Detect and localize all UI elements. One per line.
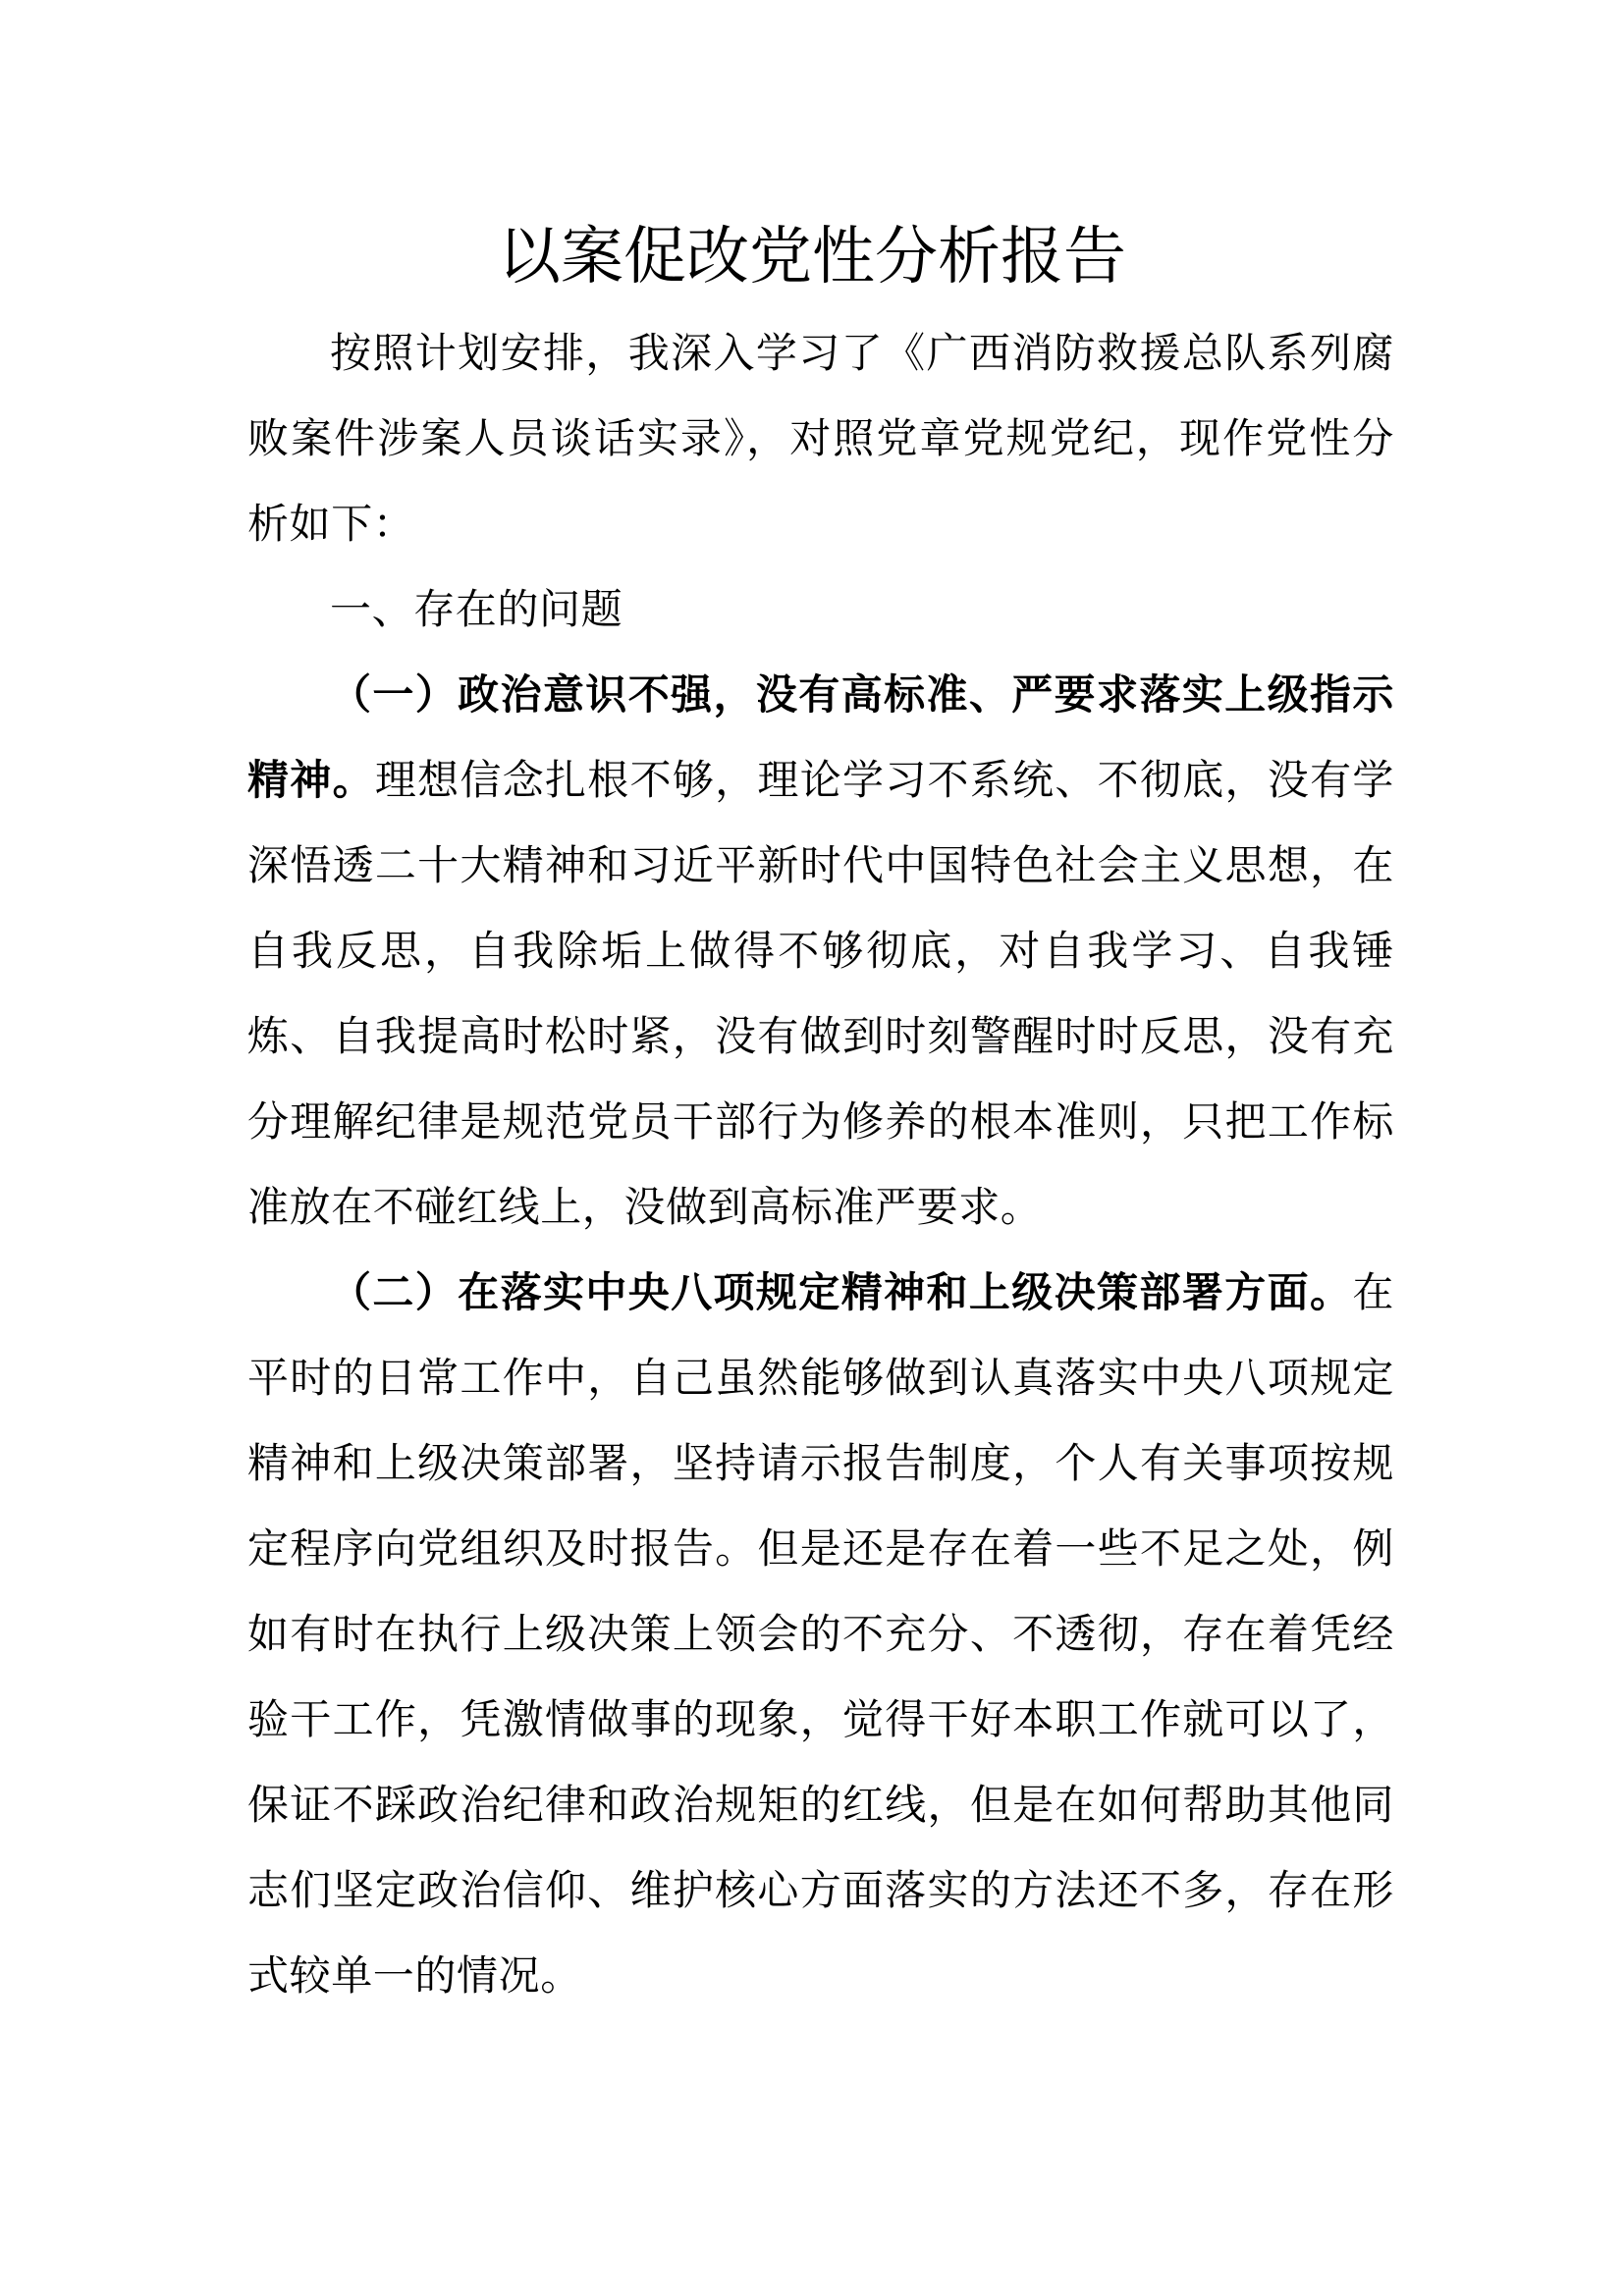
problem-paragraph-1	[247, 652, 1394, 1250]
document-title: 以案促改党性分析报告	[498, 221, 1126, 294]
subheading-bold: （一）政治意识不强，没有高标准、严要求落实上级指示精神。	[247, 670, 1394, 804]
section-heading-text: 一、存在的问题	[330, 585, 623, 633]
paragraph-text: 按照计划安排，我深入学习了《广西消防救援总队系列腐败案件涉案人员谈话实录》，对照党章党规党纪，现作党性分析如下：	[247, 329, 1394, 548]
paragraph-text: 在平时的日常工作中，自己虽然能够做到认真落实中央八项规定精神和上级决策部署，坚持请示报告制度，个人有关事项按规定程序向党组织及时报告。但是还是存在着一些不足之处，例如有时在执行上级决策上领会的不充分、不透彻，存在着凭经验干工作，凭激情做事的现象，觉得干好本职工作就可以了，保证不踩政治纪律和政治规矩的红线，但是在如何帮助其他同志们坚定政治信仰、维护核心方面落实的方法还不多，存在形式较单一的情况。	[247, 1268, 1394, 2000]
document-body	[247, 310, 1394, 2018]
section-heading-problems	[247, 566, 1394, 652]
subheading-bold: （二）在落实中央八项规定精神和上级决策部署方面。	[330, 1268, 1353, 1316]
problem-paragraph-2	[247, 1250, 1394, 2018]
paragraph-text: 理想信念扎根不够，理论学习不系统、不彻底，没有学深悟透二十大精神和习近平新时代中国特色社会主义思想，在自我反思，自我除垢上做得不够彻底，对自我学习、自我锤炼、自我提高时松时紧，没有做到时刻警醒时时反思，没有充分理解纪律是规范党员干部行为修养的根本准则，只把工作标准放在不碰红线上，没做到高标准严要求。	[247, 756, 1394, 1231]
intro-paragraph	[247, 310, 1394, 566]
